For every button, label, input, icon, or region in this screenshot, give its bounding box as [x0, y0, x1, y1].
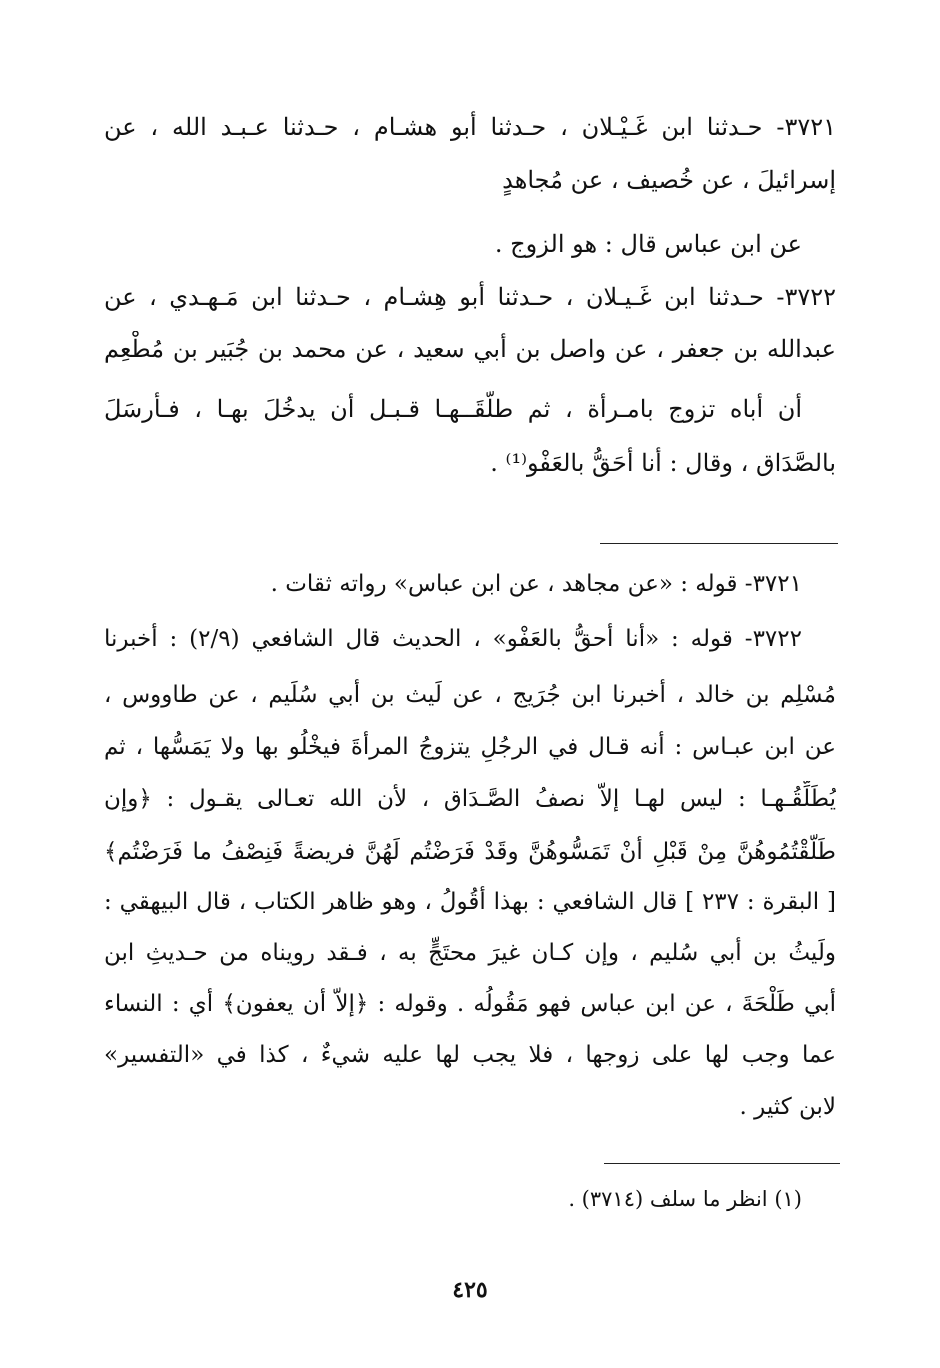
- commentary-3721: ٣٧٢١- قوله : «عن مجاهد ، عن ابن عباس» رواته ثقات .: [270, 571, 802, 597]
- commentary-3722-line-6: [ البقرة : ٢٣٧ ] قال الشافعي : بهذا أقُولُ ، وهو ظاهر الكتاب ، قال البيهقي :: [104, 889, 836, 915]
- commentary-3722-line-4: يُطَلِّقُـهـا : ليس لهـا إلاّ نصفُ الصَّـدَاق ، لأن الله تعـالى يقـول : ﴿وإن: [104, 786, 836, 812]
- hadith-3722-matn-line-2: بالصَّدَاق ، وقال : أنا أحَقُّ بالعَفْو⁽¹⁾ .: [490, 449, 836, 477]
- main-separator-rule: [600, 543, 838, 544]
- hadith-3722-line-2: عبدالله بن جعفر ، عن واصل بن أبي سعيد ، عن محمد بن جُبَير بن مُطْعِم: [104, 335, 836, 363]
- hadith-3721-matn: عن ابن عباس قال : هو الزوج .: [494, 230, 802, 258]
- commentary-3722-line-5: طَلَّقْتُمُوهُنَّ مِنْ قَبْلِ أنْ تَمَسُّوهُنَّ وقَدْ فَرَضْتُم لَهُنَّ فريضةً فَنِصْفُ ما فَرَضْتُم﴾: [104, 839, 836, 865]
- commentary-3722-line-1: ٣٧٢٢- قوله : «أنا أحقُّ بالعَفْو» ، الحديث قال الشافعي (٢/٩) : أخبرنا: [104, 626, 802, 652]
- commentary-3722-line-3: عن ابن عبـاس : أنه قـال في الرجُلِ يتزوجُ المرأةَ فيخْلُو بها ولا يَمَسُّها ، ثم: [104, 734, 836, 760]
- commentary-3722-line-9: عما وجب لها على زوجها ، فلا يجب لها عليه شيءٌ ، كذا في «التفسير»: [104, 1042, 836, 1068]
- footnote-1: (١) انظر ما سلف (٣٧١٤) .: [568, 1187, 802, 1211]
- hadith-3722-line-1: ٣٧٢٢- حـدثنا ابن غَـيـلان ، حـدثنا أبو هِشـام ، حـدثنا ابن مَـهـدي ، عن: [104, 283, 836, 311]
- hadith-3721-line-1: ٣٧٢١- حـدثنا ابن غَـيْـلان ، حـدثنا أبو هشـام ، حـدثنا عـبـد الله ، عن: [104, 113, 836, 141]
- commentary-3722-line-10: لابن كثير .: [739, 1094, 836, 1120]
- commentary-3722-line-8: أبي طَلْحَةَ ، عن ابن عباس فهو مَقُولُه . وقوله : ﴿إلاّ أن يعفون﴾ أي : النساء: [104, 991, 836, 1017]
- commentary-3722-line-2: مُسْلِم بن خالد ، أخبرنا ابن جُرَيج ، عن لَيث بن أبي سُلَيم ، عن طاووس ،: [104, 682, 836, 708]
- hadith-3721-line-2: إسرائيلَ ، عن خُصيف ، عن مُجاهدٍ: [502, 166, 836, 194]
- footnote-separator-rule: [604, 1163, 840, 1164]
- commentary-3722-line-7: ولَيثُ بن أبي سُليم ، وإن كـان غيرَ محتَجٍّ به ، فـقد رويناه من حـديثِ ابن: [104, 940, 836, 966]
- page-number: ٤٢٥: [452, 1277, 488, 1303]
- hadith-3722-matn-line-1: أن أباه تزوج بامـرأة ، ثم طلَّقَــهـا قـبـل أن يدخُلَ بهـا ، فـأرسَلَ: [104, 395, 802, 423]
